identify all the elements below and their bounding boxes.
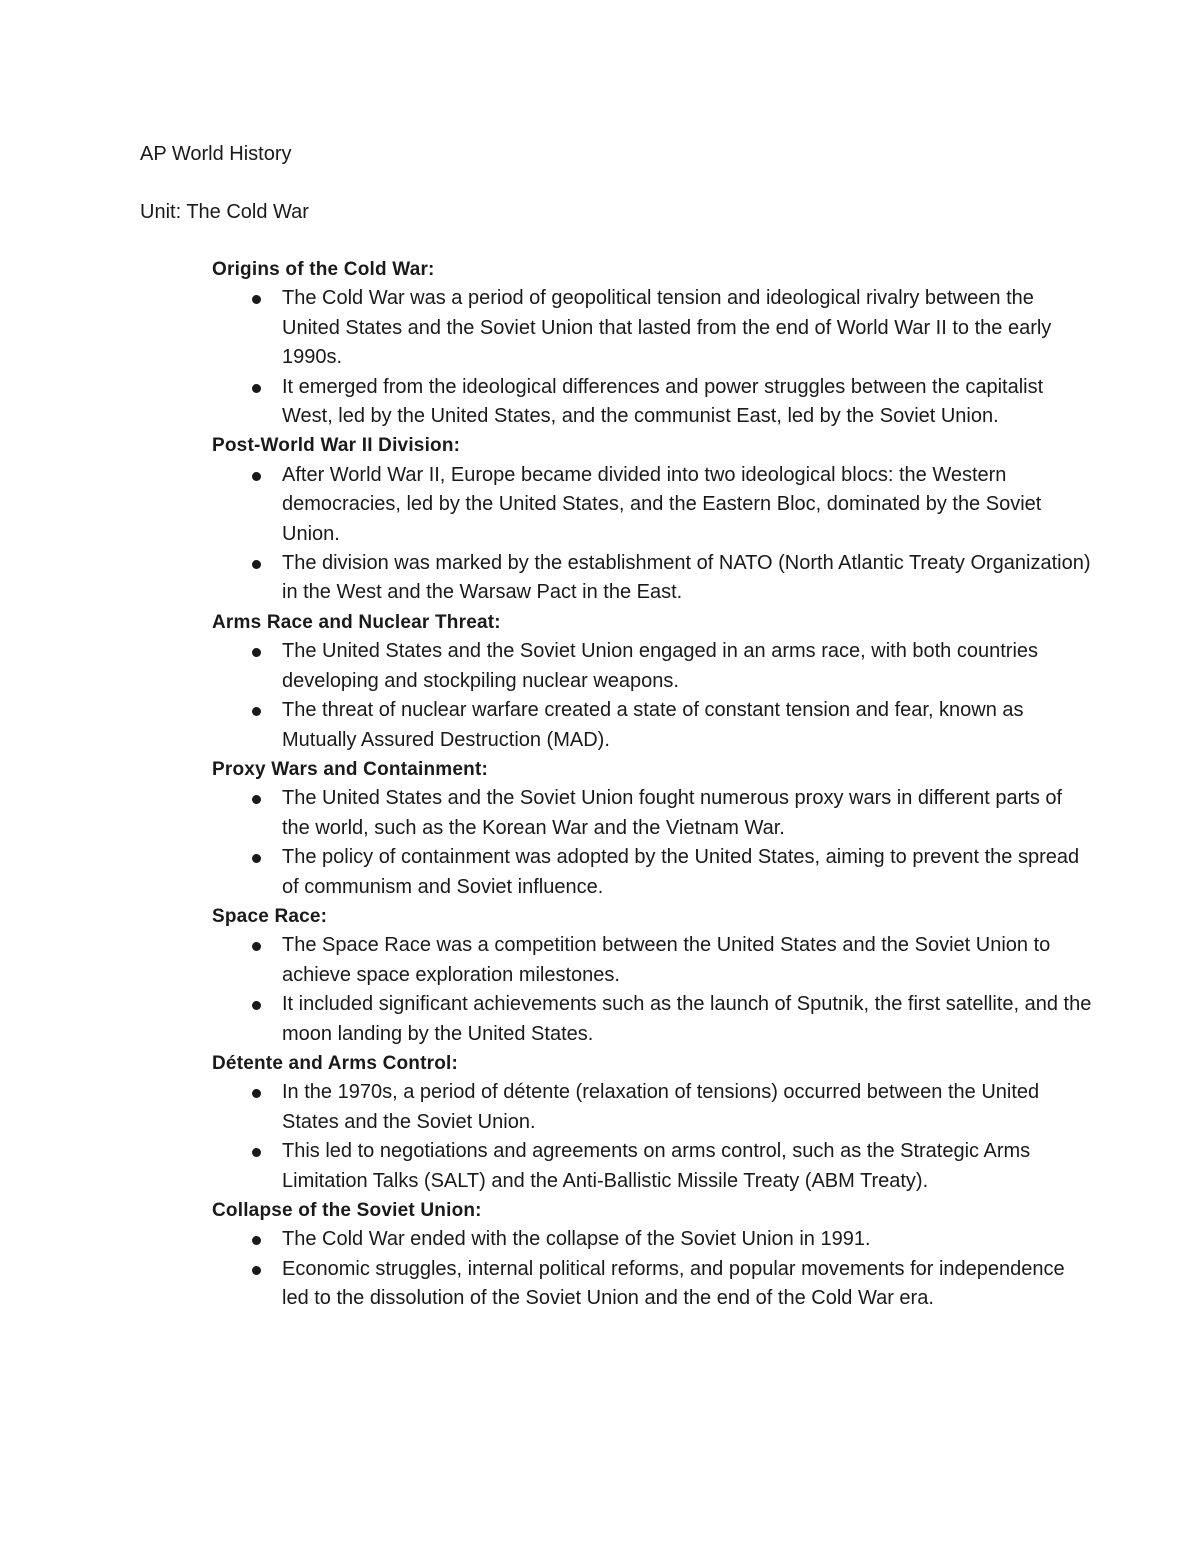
- bullet-item: [212, 284, 1092, 372]
- notes-section: [212, 902, 1092, 1049]
- bullet-text: The policy of containment was adopted by the United States, aiming to prevent the spread of communism and Soviet influence.: [282, 846, 1080, 898]
- notes-section: [212, 255, 1092, 431]
- bullet-dot-icon: [252, 384, 261, 393]
- bullet-dot-icon: [252, 1089, 261, 1098]
- bullet-text: This led to negotiations and agreements on arms control, such as the Strategic Arms Limitation Talks (SALT) and the Anti-Ballistic Missile Treaty (ABM Treaty).: [282, 1140, 1031, 1192]
- bullet-text: Economic struggles, internal political reforms, and popular movements for independence led to the dissolution of the Soviet Union and the end of the Cold War era.: [282, 1257, 1065, 1310]
- bullet-item: [212, 1137, 1092, 1196]
- bullet-list: [212, 1078, 1092, 1196]
- notes-section: [212, 1049, 1092, 1196]
- bullet-item: [212, 843, 1092, 902]
- section-heading: Origins of the Cold War:: [212, 259, 435, 280]
- bullet-item: [212, 784, 1092, 843]
- bullet-dot-icon: [252, 1236, 261, 1245]
- bullet-item: [212, 637, 1092, 696]
- bullet-dot-icon: [252, 1001, 261, 1010]
- notes-section: [212, 755, 1092, 902]
- bullet-item: [212, 696, 1092, 755]
- section-heading: Post-World War II Division:: [212, 435, 461, 457]
- bullet-list: [212, 461, 1092, 608]
- bullet-dot-icon: [252, 648, 261, 657]
- bullet-list: [212, 1225, 1092, 1313]
- bullet-item: [212, 373, 1092, 432]
- unit-title: Unit: The Cold War: [140, 201, 309, 223]
- bullet-text: The Cold War was a period of geopolitical tension and ideological rivalry between the United States and the Soviet Union that lasted from the end of World War II to the early 1990s.: [282, 287, 1052, 369]
- bullet-item: [212, 549, 1092, 608]
- bullet-dot-icon: [252, 707, 261, 716]
- bullet-text: It emerged from the ideological differences and power struggles between the capitalist West, led by the United States, and the communist East, led by the Soviet Union.: [282, 375, 1044, 428]
- bullet-text: In the 1970s, a period of détente (relaxation of tensions) occurred between the United States and the Soviet Union.: [282, 1081, 1040, 1133]
- bullet-dot-icon: [252, 854, 261, 863]
- section-heading: Collapse of the Soviet Union:: [212, 1200, 482, 1221]
- bullet-list: [212, 784, 1092, 902]
- bullet-item: [212, 1255, 1092, 1314]
- section-heading: Space Race:: [212, 905, 328, 927]
- bullet-text: The United States and the Soviet Union fought numerous proxy wars in different parts of the world, such as the Korean War and the Vietnam War.: [282, 787, 1063, 839]
- notes-section: [212, 1196, 1092, 1314]
- bullet-text: The Cold War ended with the collapse of the Soviet Union in 1991.: [282, 1228, 871, 1251]
- bullet-dot-icon: [252, 942, 261, 951]
- bullet-dot-icon: [252, 1266, 261, 1275]
- bullet-dot-icon: [252, 795, 261, 804]
- document-title: AP World History: [140, 143, 292, 165]
- notes-section: [212, 608, 1092, 755]
- bullet-dot-icon: [252, 295, 261, 304]
- section-heading: Détente and Arms Control:: [212, 1052, 459, 1074]
- bullet-item: [212, 1225, 1092, 1254]
- bullet-item: [212, 990, 1092, 1049]
- bullet-list: [212, 284, 1092, 431]
- bullet-list: [212, 931, 1092, 1049]
- notes-section: [212, 431, 1092, 607]
- bullet-dot-icon: [252, 472, 261, 481]
- bullet-item: [212, 931, 1092, 990]
- bullet-item: [212, 1078, 1092, 1137]
- notes-sections: [212, 255, 1092, 1314]
- section-heading: Proxy Wars and Containment:: [212, 758, 489, 780]
- bullet-text: The United States and the Soviet Union engaged in an arms race, with both countries developing and stockpiling nuclear weapons.: [282, 640, 1039, 692]
- bullet-dot-icon: [252, 1148, 261, 1157]
- bullet-text: It included significant achievements such as the launch of Sputnik, the first satellite, and the moon landing by the United States.: [282, 993, 1092, 1045]
- section-heading: Arms Race and Nuclear Threat:: [212, 611, 501, 633]
- bullet-dot-icon: [252, 560, 261, 569]
- bullet-text: The division was marked by the establishment of NATO (North Atlantic Treaty Organization) in the West and the Warsaw Pact in the East.: [282, 552, 1091, 604]
- bullet-item: [212, 461, 1092, 549]
- bullet-text: The threat of nuclear warfare created a state of constant tension and fear, known as Mutually Assured Destruction (MAD).: [282, 699, 1024, 751]
- bullet-list: [212, 637, 1092, 755]
- bullet-text: After World War II, Europe became divided into two ideological blocs: the Western democracies, led by the United States, and the Eastern Bloc, dominated by the Soviet Union.: [282, 463, 1042, 545]
- bullet-text: The Space Race was a competition between the United States and the Soviet Union to achieve space exploration milestones.: [282, 934, 1051, 986]
